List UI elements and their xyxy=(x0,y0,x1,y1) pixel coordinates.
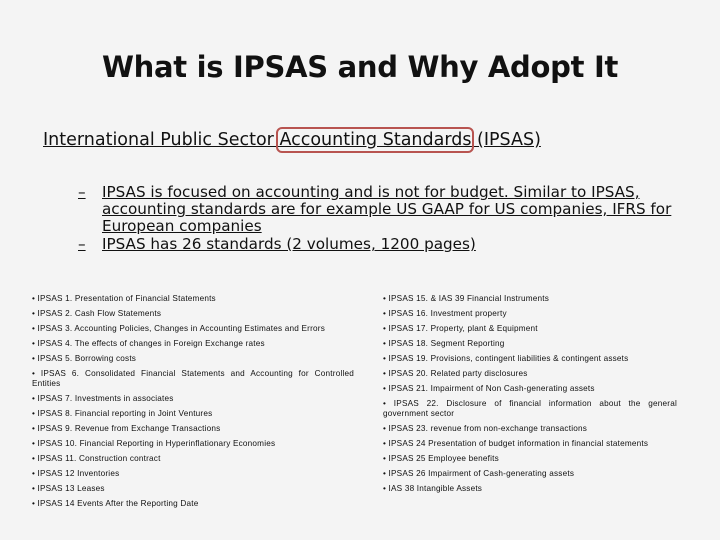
standard-item: • IPSAS 17. Property, plant & Equipment xyxy=(383,324,538,333)
bullet-text: IPSAS is focused on accounting and is not for budget. Similar to IPSAS, accounting standards are for example US GAAP for US companies, IFRS for European companies xyxy=(102,183,672,235)
standard-item: • IAS 38 Intangible Assets xyxy=(383,484,483,493)
standard-item: • IPSAS 16. Investment property xyxy=(383,309,507,318)
subtitle-highlight: Accounting Standards xyxy=(279,130,472,150)
standard-item: • IPSAS 20. Related party disclosures xyxy=(383,369,528,378)
standard-item: • IPSAS 3. Accounting Policies, Changes in Accounting Estimates and Errors xyxy=(32,324,326,333)
standard-item: • IPSAS 18. Segment Reporting xyxy=(383,339,505,348)
standard-item: • IPSAS 4. The effects of changes in Foreign Exchange rates xyxy=(32,339,265,348)
bullet-list xyxy=(78,184,688,254)
bullet-text: IPSAS has 26 standards (2 volumes, 1200 pages) xyxy=(102,235,476,253)
standard-item: • IPSAS 6. Consolidated Financial Statements and Accounting for Controlled Entities xyxy=(32,369,354,388)
standards-right-column xyxy=(383,294,677,494)
standard-item: • IPSAS 5. Borrowing costs xyxy=(32,354,137,363)
bullet-dash: – xyxy=(78,235,86,253)
standard-item: • IPSAS 10. Financial Reporting in Hyperinflationary Economies xyxy=(32,439,276,448)
standard-item: • IPSAS 11. Construction contract xyxy=(32,454,161,463)
standard-item: • IPSAS 7. Investments in associates xyxy=(32,394,174,403)
standard-item: • IPSAS 9. Revenue from Exchange Transactions xyxy=(32,424,221,433)
subtitle-post: (IPSAS) xyxy=(471,130,541,150)
standard-item: • IPSAS 8. Financial reporting in Joint Ventures xyxy=(32,409,213,418)
standard-item: • IPSAS 1. Presentation of Financial Statements xyxy=(32,294,216,303)
bullet-dash: – xyxy=(78,183,86,201)
standard-item: • IPSAS 23. revenue from non-exchange transactions xyxy=(383,424,588,433)
standard-item: • IPSAS 12 Inventories xyxy=(32,469,120,478)
standard-item: • IPSAS 26 Impairment of Cash-generating assets xyxy=(383,469,575,478)
standards-left-column xyxy=(32,294,354,509)
slide-title: What is IPSAS and Why Adopt It xyxy=(101,50,619,84)
standard-item: • IPSAS 24 Presentation of budget information in financial statements xyxy=(383,439,649,448)
bullet-item xyxy=(78,184,688,235)
bullet-item xyxy=(78,236,688,253)
standard-item: • IPSAS 25 Employee benefits xyxy=(383,454,499,463)
standard-item: • IPSAS 15. & IAS 39 Financial Instruments xyxy=(383,294,549,303)
standard-item: • IPSAS 22. Disclosure of financial information about the general government sector xyxy=(383,399,677,418)
subtitle-pre: International Public Sector xyxy=(43,130,280,150)
standard-item: • IPSAS 14 Events After the Reporting Date xyxy=(32,499,199,508)
standard-item: • IPSAS 21. Impairment of Non Cash-generating assets xyxy=(383,384,595,393)
standard-item: • IPSAS 2. Cash Flow Statements xyxy=(32,309,162,318)
subtitle xyxy=(43,130,541,150)
standard-item: • IPSAS 13 Leases xyxy=(32,484,105,493)
standard-item: • IPSAS 19. Provisions, contingent liabilities & contingent assets xyxy=(383,354,629,363)
